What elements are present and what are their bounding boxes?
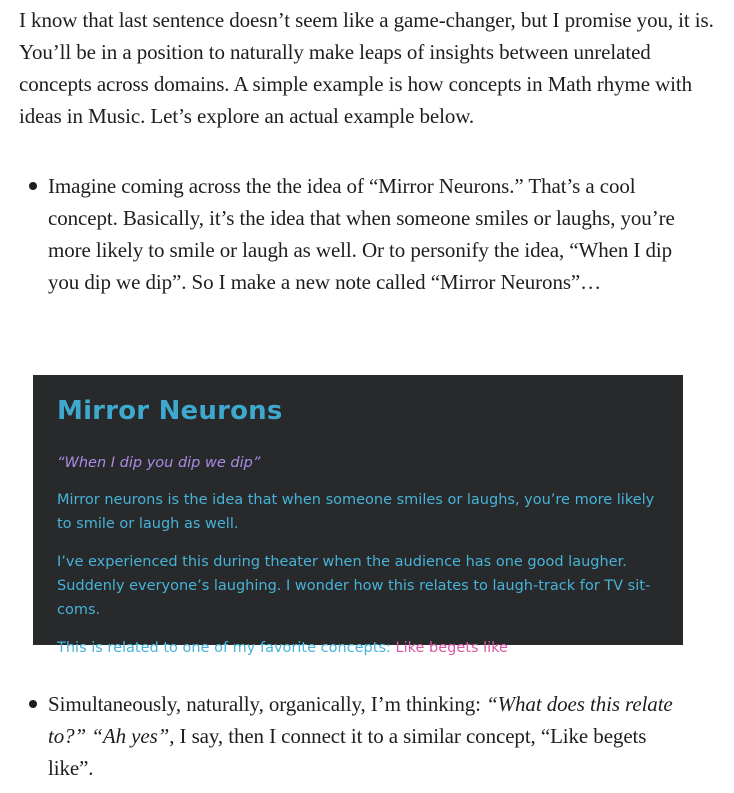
note-related-line	[57, 636, 659, 660]
bullet-list-1	[0, 170, 734, 298]
bullet-2-italic-answer: “Ah yes”	[91, 724, 170, 748]
mirror-neurons-note-card	[33, 375, 683, 656]
bullet-dot-icon	[29, 182, 37, 190]
note-quote: “When I dip you dip we dip”	[57, 455, 261, 471]
note-related-prefix: This is related to one of my favorite concepts:	[57, 640, 396, 656]
note-paragraph-1: Mirror neurons is the idea that when someone smiles or laughs, you’re more likely to smile or laugh as well.	[57, 492, 655, 532]
list-item	[0, 688, 688, 784]
bullet-dot-icon	[29, 700, 37, 708]
intro-paragraph: I know that last sentence doesn’t seem like a game-changer, but I promise you, it is. You’ll be in a position to naturally make leaps of insights between unrelated concepts across domains. A simple example is how concepts in Math rhyme with ideas in Music. Let’s explore an actual example below.	[19, 8, 714, 128]
note-paragraph-2: I’ve experienced this during theater when the audience has one good laugher. Suddenly everyone’s laughing. I wonder how this relates to laugh-track for TV sit-coms.	[57, 554, 651, 618]
bullet-2-lead: Simultaneously, naturally, organically, I’m thinking:	[48, 692, 487, 716]
bullet-2-italic-question: “What does this relate to?”	[48, 692, 673, 748]
like-begets-like-link[interactable]: Like begets like	[395, 640, 508, 656]
list-item	[0, 170, 688, 298]
bullet-2-rest: , I say, then I connect it to a similar concept, “Like begets like”.	[48, 724, 647, 780]
note-title: Mirror Neurons	[57, 396, 283, 426]
bullet-list-2	[0, 688, 734, 784]
bullet-1-text: Imagine coming across the the idea of “Mirror Neurons.” That’s a cool concept. Basically, it’s the idea that when someone smiles or laughs, you’re more likely to smile or laugh as well. Or to personify the idea, “When I dip you dip we dip”. So I make a new note called “Mirror Neurons”…	[48, 174, 675, 294]
